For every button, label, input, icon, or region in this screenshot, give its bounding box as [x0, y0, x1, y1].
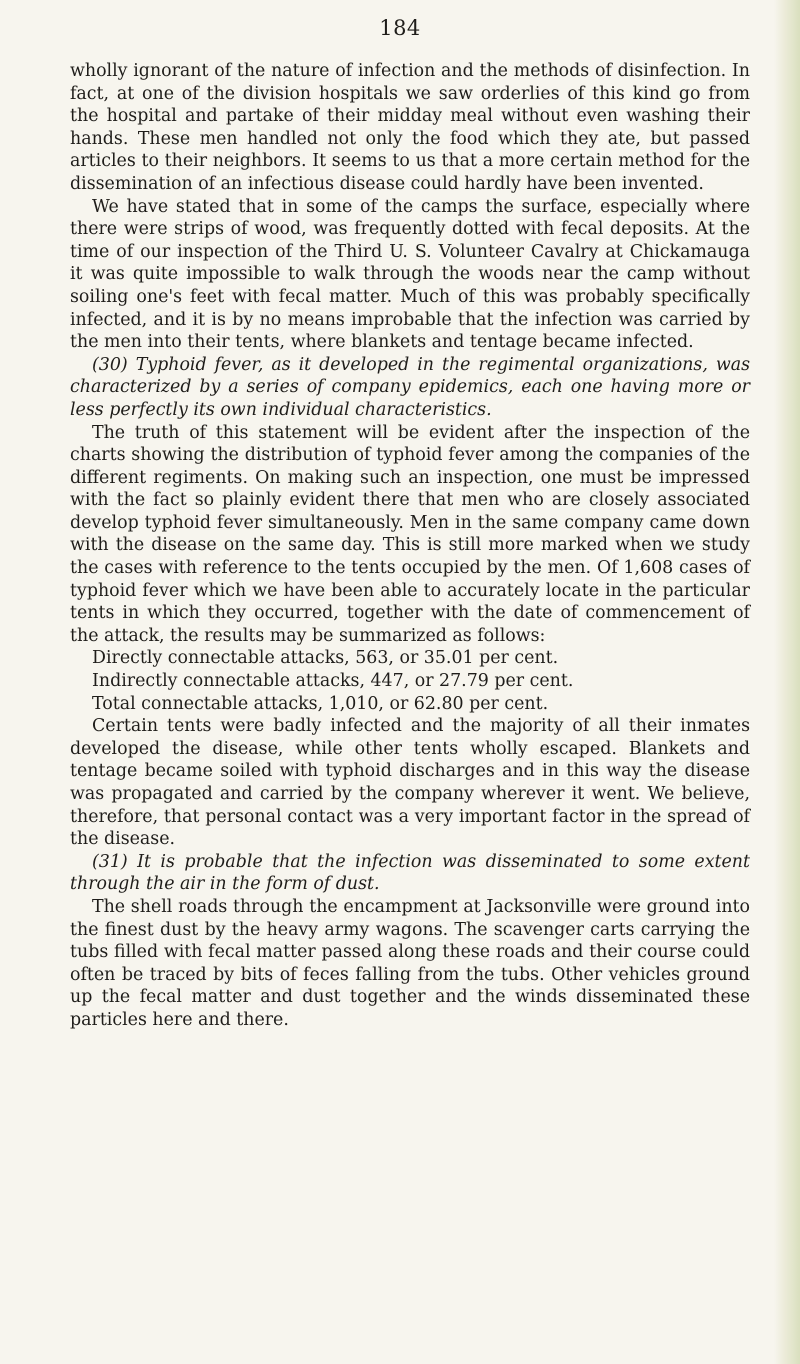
- section-heading-text: It is probable that the infection was disseminated to some extent through the air in the form of dust.: [70, 851, 750, 895]
- section-heading-30: [70, 354, 750, 422]
- paragraph: wholly ignorant of the nature of infection and the methods of disinfection. In fact, at one of the division hospitals we saw orderlies of this kind go from the hospital and partake of their midday meal without even washing their hands. These men handled not only the food which they ate, but passed articles to their neighbors. It seems to us that a more certain method for the dissemination of an infectious disease could hardly have been invented.: [70, 61, 750, 194]
- section-heading-text: Typhoid fever, as it developed in the regimental organizations, was characterized by a series of company epidemics, each one having more or less perfectly its own individual characteristics.: [70, 354, 751, 420]
- paragraph: The shell roads through the encampment at Jacksonville were ground into the finest dust by the heavy army wagons. The scavenger carts carrying the tubs filled with fecal matter passed along these roads and their course could often be traced by bits of feces falling from the tubs. Other vehicles ground up the fecal matter and dust together and the winds disseminated these particles here and there.: [70, 896, 750, 1030]
- statistic-line: Indirectly connectable attacks, 447, or 27.79 per cent.: [92, 671, 574, 692]
- page-edge-shadow: [774, 0, 800, 1364]
- paragraph: We have stated that in some of the camps the surface, especially where there were strips of wood, was frequently dotted with fecal deposits. At the time of our inspection of the Third U. S. Volunteer Cavalry at Chickamauga it was quite impossible to walk through the woods near the camp without soiling one's feet with fecal matter. Much of this was probably specifically infected, and it is by no means improbable that the infection was carried by the men into their tents, where blankets and tentage became infected.: [70, 196, 750, 353]
- statistic-line: Total connectable attacks, 1,010, or 62.80 per cent.: [92, 693, 549, 714]
- page-number: 184: [379, 16, 421, 40]
- paragraph: Certain tents were badly infected and the majority of all their inmates developed the disease, while other tents wholly escaped. Blankets and tentage became soiled with typhoid discharges and in this way the disease was propagated and carried by the company wherever it went. We believe, therefore, that personal contact was a very important factor in the spread of the disease.: [70, 716, 750, 850]
- section-heading-31: [70, 851, 750, 896]
- section-number: (30): [92, 354, 128, 375]
- section-number: (31): [92, 851, 128, 872]
- body-text: [70, 60, 750, 1032]
- statistic-line: Directly connectable attacks, 563, or 35.01 per cent.: [92, 648, 559, 669]
- paragraph: The truth of this statement will be evident after the inspection of the charts showing the distribution of typhoid fever among the companies of the different regiments. On making such an inspection, one must be impressed with the fact so plainly evident there that men who are closely associated develop typhoid fever simultaneously. Men in the same company came down with the disease on the same day. This is still more marked when we study the cases with reference to the tents occupied by the men. Of 1,608 cases of typhoid fever which we have been able to accurately locate in the particular tents in which they occurred, together with the date of commencement of the attack, the results may be summarized as follows:: [70, 422, 750, 646]
